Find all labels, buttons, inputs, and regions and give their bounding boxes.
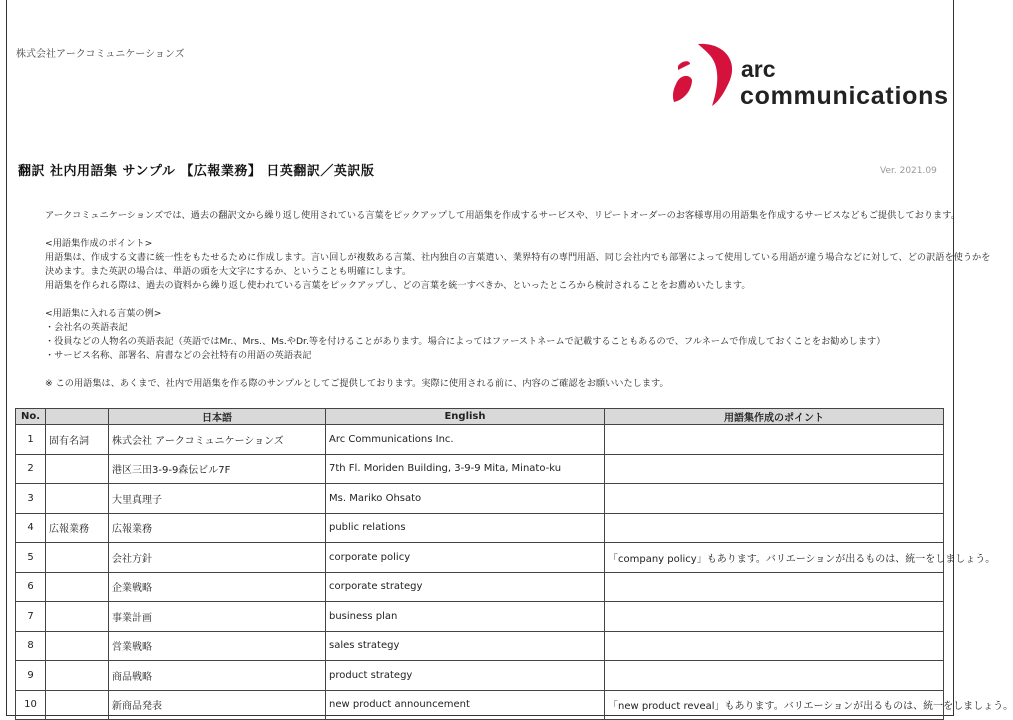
cell-points: 「company policy」もあります。バリエーションが出るものは、統一をしましょう。 bbox=[605, 543, 944, 573]
table-row bbox=[16, 690, 944, 720]
cell-points bbox=[605, 454, 944, 484]
points-line: 決めます。また英訳の場合は、単語の頭を大文字にするか、ということも明確にします。 bbox=[45, 266, 412, 277]
logo-arc-mark bbox=[698, 44, 732, 106]
header-category bbox=[46, 409, 109, 425]
cell-japanese: 商品戦略 bbox=[109, 661, 326, 691]
cell-category bbox=[46, 631, 109, 661]
cell-english: product strategy bbox=[326, 661, 605, 691]
example-item: ・サービス名称、部署名、肩書などの会社特有の用語の英語表記 bbox=[45, 350, 312, 361]
example-item: ・会社名の英語表記 bbox=[45, 322, 128, 333]
cell-category bbox=[46, 690, 109, 720]
points-heading: <用語集作成のポイント> bbox=[45, 238, 153, 249]
cell-points bbox=[605, 602, 944, 632]
cell-category: 固有名詞 bbox=[46, 425, 109, 455]
cell-english: corporate policy bbox=[326, 543, 605, 573]
table-row bbox=[16, 631, 944, 661]
cell-japanese: 企業戦略 bbox=[109, 572, 326, 602]
cell-english: business plan bbox=[326, 602, 605, 632]
cell-category bbox=[46, 543, 109, 573]
intro-lead: アークコミュニケーションズでは、過去の翻訳文から繰り返し使用されている言葉をピックアップして用語集を作成するサービスや、リピートオーダーのお客様専用の用語集を作成するサービスなどもご提供しております。 bbox=[45, 210, 960, 221]
logo-text-arc: arc bbox=[741, 56, 776, 82]
table-row bbox=[16, 543, 944, 573]
cell-points bbox=[605, 631, 944, 661]
cell-category bbox=[46, 484, 109, 514]
logo-text-communications: communications bbox=[740, 82, 948, 110]
points-line: 用語集を作られる際は、過去の資料から繰り返し使われている言葉をピックアップし、どの言葉を統一すべきか、といったところから検討されることをお薦めいたします。 bbox=[45, 280, 751, 291]
cell-points bbox=[605, 572, 944, 602]
cell-no: 7 bbox=[16, 602, 46, 632]
cell-category bbox=[46, 602, 109, 632]
cell-no: 1 bbox=[16, 425, 46, 455]
table-row bbox=[16, 484, 944, 514]
logo-small-mark bbox=[678, 61, 690, 70]
table-row bbox=[16, 661, 944, 691]
cell-japanese: 事業計画 bbox=[109, 602, 326, 632]
header-japanese: 日本語 bbox=[109, 409, 326, 425]
cell-japanese: 港区三田3-9-9森伝ビル7F bbox=[109, 454, 326, 484]
logo-dot-mark bbox=[673, 76, 692, 102]
cell-points: 「new product reveal」もあります。バリエーションが出るものは、統一をしましょう。 bbox=[605, 690, 944, 720]
cell-english: 7th Fl. Moriden Building, 3-9-9 Mita, Minato-ku bbox=[326, 454, 605, 484]
cell-category bbox=[46, 572, 109, 602]
example-item: ・役員などの人物名の英語表記（英語ではMr.、Mrs.、Ms.やDr.等を付けることがあります。場合によってはファーストネームで記載することもあるので、フルネームで作成しておくことをお勧めします） bbox=[45, 336, 886, 347]
cell-no: 10 bbox=[16, 690, 46, 720]
cell-no: 6 bbox=[16, 572, 46, 602]
page-title: 翻訳 社内用語集 サンプル 【広報業務】 日英翻訳／英訳版 bbox=[18, 164, 375, 179]
cell-no: 8 bbox=[16, 631, 46, 661]
table-row bbox=[16, 425, 944, 455]
cell-english: Arc Communications Inc. bbox=[326, 425, 605, 455]
cell-japanese: 営業戦略 bbox=[109, 631, 326, 661]
company-logo bbox=[668, 40, 958, 108]
cell-category bbox=[46, 454, 109, 484]
cell-no: 2 bbox=[16, 454, 46, 484]
cell-points bbox=[605, 661, 944, 691]
points-line: 用語集は、作成する文書に統一性をもたせるために作成します。言い回しが複数ある言葉、社内独自の言葉遣い、業界特有の専門用語、同じ会社内でも部署によって使用している用語が違う場合などに対して、どの訳語を使うかを bbox=[45, 252, 991, 263]
cell-no: 4 bbox=[16, 513, 46, 543]
table-row bbox=[16, 572, 944, 602]
cell-category bbox=[46, 661, 109, 691]
company-name: 株式会社アークコミュニケーションズ bbox=[16, 49, 185, 60]
cell-japanese: 新商品発表 bbox=[109, 690, 326, 720]
cell-japanese: 会社方針 bbox=[109, 543, 326, 573]
glossary-table bbox=[15, 408, 1013, 720]
cell-category: 広報業務 bbox=[46, 513, 109, 543]
cell-english: Ms. Mariko Ohsato bbox=[326, 484, 605, 514]
table-header-row bbox=[16, 409, 944, 425]
cell-points bbox=[605, 513, 944, 543]
note: ※ この用語集は、あくまで、社内で用語集を作る際のサンプルとしてご提供しております。実際に使用される前に、内容のご確認をお願いいたします。 bbox=[45, 378, 669, 389]
table-row bbox=[16, 513, 944, 543]
cell-english: public relations bbox=[326, 513, 605, 543]
header-points: 用語集作成のポイント bbox=[605, 409, 944, 425]
version-label: Ver. 2021.09 bbox=[880, 166, 937, 176]
cell-english: new product announcement bbox=[326, 690, 605, 720]
examples-heading: <用語集に入れる言葉の例> bbox=[45, 308, 162, 319]
cell-japanese: 広報業務 bbox=[109, 513, 326, 543]
cell-no: 9 bbox=[16, 661, 46, 691]
cell-japanese: 株式会社 アークコミュニケーションズ bbox=[109, 425, 326, 455]
cell-english: corporate strategy bbox=[326, 572, 605, 602]
cell-japanese: 大里真理子 bbox=[109, 484, 326, 514]
intro-text bbox=[45, 209, 990, 391]
table-row bbox=[16, 602, 944, 632]
header-no: No. bbox=[16, 409, 46, 425]
cell-english: sales strategy bbox=[326, 631, 605, 661]
cell-points bbox=[605, 425, 944, 455]
cell-no: 3 bbox=[16, 484, 46, 514]
cell-points bbox=[605, 484, 944, 514]
header-english: English bbox=[326, 409, 605, 425]
table-row bbox=[16, 454, 944, 484]
cell-no: 5 bbox=[16, 543, 46, 573]
